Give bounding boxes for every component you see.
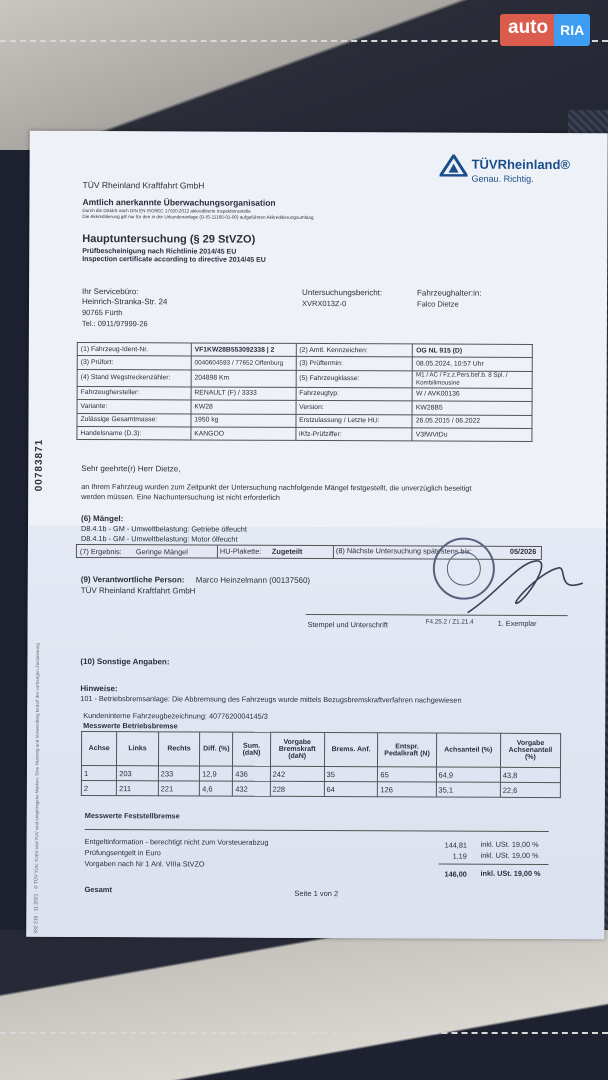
table-cell: (5) Fahrzeugklasse: xyxy=(296,370,413,388)
office-phone: Tel.: 0911/97999-26 xyxy=(81,318,148,329)
fee-tax: inkl. USt. 19,00 % xyxy=(480,839,539,849)
table-row xyxy=(77,369,532,388)
table-cell: 26.05.2015 / 06.2022 xyxy=(412,414,532,428)
hu-label: HU-Plakette: xyxy=(219,546,262,556)
result-label: (7) Ergebnis: xyxy=(79,546,122,557)
responsible-label: (9) Verantwortliche Person: xyxy=(80,574,185,585)
next-inspection-label: (8) Nächste Untersuchung spätestens bis: xyxy=(335,546,472,556)
office-street: Heinrich-Stranka-Str. 24 xyxy=(81,296,168,307)
hint-line: 101 - Betriebsbremsanlage: Die Abbremsung des Fahrzeugs wurde mittels Bezugsbremskraftverfahren nachgewiesen xyxy=(80,693,462,705)
table-cell: Variante: xyxy=(77,400,191,414)
watermark-logo xyxy=(500,14,590,46)
inspection-certificate xyxy=(26,131,608,940)
defect-item: D8.4.1b - GM - Umweltbelastung: Motor ölfeucht xyxy=(80,533,238,544)
letter-greeting: Sehr geehrte(r) Herr Dietze, xyxy=(81,463,181,474)
accreditation-line: Durch die DAkkS nach DIN EN ISO/IEC 17020:2012 akkreditierte Inspektionsstelle xyxy=(82,207,251,214)
table-cell: (3) Prüftermin: xyxy=(296,357,413,371)
table-cell: 35 xyxy=(324,767,378,782)
table-cell: Handelsname (D.3): xyxy=(77,426,191,440)
fee-amount: 144,81 xyxy=(444,840,467,850)
table-cell: Fahrzeughersteller: xyxy=(77,386,191,400)
defects-title: (6) Mängel: xyxy=(81,513,124,524)
brake-table xyxy=(81,731,561,798)
org-title: Amtlich anerkannte Überwachungsorganisation xyxy=(82,196,276,208)
table-row xyxy=(77,426,532,441)
form-ref: F4.25.2 / Z1.21.4 xyxy=(425,618,474,626)
table-cell: 242 xyxy=(270,766,324,781)
company-name: TÜV Rheinland Kraftfahrt GmbH xyxy=(82,179,205,191)
signature xyxy=(458,553,588,624)
table-cell: iKfz-Prüfziffer: xyxy=(296,427,413,441)
fee-tax: inkl. USt. 19,00 % xyxy=(480,850,539,860)
total-tax: inkl. USt. 19,00 % xyxy=(480,868,541,878)
office-city: 90765 Fürth xyxy=(81,307,123,318)
seat-stitching xyxy=(0,1032,608,1034)
table-cell: 436 xyxy=(233,766,270,781)
brand-name: TÜVRheinland® xyxy=(471,156,571,173)
fee-info-label: Entgeltinformation - berechtigt nicht zum Vorsteuerabzug xyxy=(84,836,269,847)
table-cell: (4) Stand Wegstreckenzähler: xyxy=(77,369,191,386)
brake-title: Messwerte Betriebsbremse xyxy=(83,720,178,731)
column-header: Achsanteil (%) xyxy=(436,733,500,767)
table-cell: 204898 Km xyxy=(191,370,296,387)
vehicle-data-table xyxy=(76,342,532,442)
table-cell: 221 xyxy=(158,781,200,796)
table-cell: 203 xyxy=(117,766,159,781)
defect-item: D8.4.1b - GM - Umweltbelastung: Getriebe ölfeucht xyxy=(81,523,247,534)
owner-label: Fahrzeughalter:in: xyxy=(417,288,482,298)
table-cell: 12,9 xyxy=(200,766,233,781)
table-cell: KW28 xyxy=(191,400,296,414)
copy-label: 1. Exemplar xyxy=(497,618,537,628)
internal-designation: Kundeninterne Fahrzeugbezeichnung: 4077620004145/3 xyxy=(83,710,268,721)
table-cell: (2) Amtl. Kennzeichen: xyxy=(296,343,413,357)
hu-value: Zugeteilt xyxy=(271,546,303,556)
table-cell: 4,6 xyxy=(200,781,233,796)
report-label: Untersuchungsbericht: xyxy=(302,287,383,298)
fee-type-label: Prüfungsentgelt in Euro xyxy=(84,847,161,858)
letter-body-line2: werden müssen. Eine Nachuntersuchung ist nicht erforderlich xyxy=(81,491,280,502)
table-cell: 233 xyxy=(158,766,200,781)
table-cell: 211 xyxy=(117,781,159,796)
responsible-company: TÜV Rheinland Kraftfahrt GmbH xyxy=(80,585,196,596)
table-cell: 65 xyxy=(378,767,436,782)
plate-value: OG NL 915 (D) xyxy=(413,344,533,358)
next-inspection-value: 05/2026 xyxy=(509,546,537,556)
table-cell: Erstzulassung / Letzte HU: xyxy=(296,414,413,428)
table-cell: V3fWVtDu xyxy=(412,428,532,442)
table-cell: 1950 kg xyxy=(191,414,296,428)
responsible-name: Marco Heinzelmann (00137560) xyxy=(195,575,311,585)
column-header: Brems. Anf. xyxy=(324,733,378,767)
table-cell: Version: xyxy=(296,401,413,415)
report-number: XVRX013Z-0 xyxy=(301,298,347,309)
form-code: 332 219 · 11.2021 · © TÜV xyxy=(33,874,40,934)
table-cell: 43,8 xyxy=(500,767,560,782)
title-sub-de: Prüfbescheinigung nach Richtlinie 2014/45 EU xyxy=(82,247,237,256)
accreditation-scope: Die Akkreditierung gilt nur für den in der Urkundenanlage (D-IS-11165-01-00) aufgeführten Akkreditierungsumfang xyxy=(82,213,314,220)
document-number: 00783871 xyxy=(33,438,45,492)
column-header: Achse xyxy=(81,731,116,765)
tuv-triangle-icon xyxy=(440,155,468,177)
table-cell: 64 xyxy=(324,782,378,797)
seat-fabric-bottom xyxy=(0,930,608,1080)
table-cell: 2 xyxy=(81,780,116,795)
parking-brake-title: Messwerte Feststellbremse xyxy=(84,810,180,821)
table-cell: W / AVK00136 xyxy=(412,388,532,402)
brake-header-row xyxy=(81,731,560,767)
table-cell: 64,9 xyxy=(436,767,500,782)
column-header: Links xyxy=(117,732,159,766)
table-cell: 22,6 xyxy=(500,782,560,797)
trademark-notice: TÜV, TUEV und TUV sind eingetragene Marken. Eine Nutzung und Verwendung bedarf der vorherigen Zustimmung xyxy=(34,643,41,874)
table-cell: M1 / AC / Fz.z.Pers.bef.b. 8 Spl. / Kombilimousine xyxy=(412,371,532,389)
column-header: Entspr. Pedalkraft (N) xyxy=(378,733,436,767)
watermark-ria: RIA xyxy=(554,14,590,46)
fee-rule-label: Vorgaben nach Nr 1 Anl. VIIIa StVZO xyxy=(84,858,205,869)
result-value: Geringe Mängel xyxy=(135,547,188,557)
table-cell: 126 xyxy=(378,782,436,797)
office-label: Ihr Servicebüro: xyxy=(82,286,139,297)
column-header: Vorgabe Achsenanteil (%) xyxy=(500,733,560,767)
table-row xyxy=(81,780,560,797)
fee-amount: 1,19 xyxy=(452,851,467,861)
column-header: Diff. (%) xyxy=(200,732,233,766)
page-title: Hauptuntersuchung (§ 29 StVZO) xyxy=(82,232,256,246)
table-cell: 0040604593 / 77652 Offenburg xyxy=(191,356,296,370)
table-cell: 35,1 xyxy=(436,782,500,797)
table-cell: Fahrzeugtyp: xyxy=(296,387,413,401)
brand-tagline: Genau. Richtig. xyxy=(471,173,534,184)
other-title: (10) Sonstige Angaben: xyxy=(80,656,170,667)
table-cell: 432 xyxy=(233,781,270,796)
table-cell: KW28B5 xyxy=(412,401,532,415)
page-number: Seite 1 von 2 xyxy=(294,888,339,899)
column-header: Vorgabe Bremskraft (daN) xyxy=(270,732,324,766)
hints-label: Hinweise: xyxy=(80,683,118,694)
table-cell: KANGOO xyxy=(191,427,296,441)
vin-value: VF1KW28B553092338 | 2 xyxy=(191,343,296,357)
table-cell: 1 xyxy=(81,765,116,780)
table-cell: RENAULT (F) / 3333 xyxy=(191,387,296,401)
owner-name: Falco Dietze xyxy=(416,299,459,309)
table-cell: 228 xyxy=(270,781,324,796)
total-label: Gesamt xyxy=(84,884,112,895)
column-header: Rechts xyxy=(158,732,200,766)
column-header: Sum. (daN) xyxy=(233,732,270,766)
total-amount: 146,00 xyxy=(444,869,467,879)
watermark-auto: auto xyxy=(500,14,554,46)
table-cell: 08.05.2024, 10:57 Uhr xyxy=(413,357,533,371)
table-cell: (3) Prüfort: xyxy=(77,356,191,370)
table-cell: Zulässige Gesamtmasse: xyxy=(77,413,191,427)
signature-label: Stempel und Unterschrift xyxy=(307,619,388,630)
title-sub-en: Inspection certificate according to directive 2014/45 EU xyxy=(82,255,266,264)
letter-body-line1: an Ihrem Fahrzeug wurden zum Zeitpunkt der Untersuchung nachfolgende Mängel festgestellt, die unverzüglich beseitigt xyxy=(81,481,472,493)
table-cell: (1) Fahrzeug-Ident-Nr. xyxy=(77,342,191,356)
